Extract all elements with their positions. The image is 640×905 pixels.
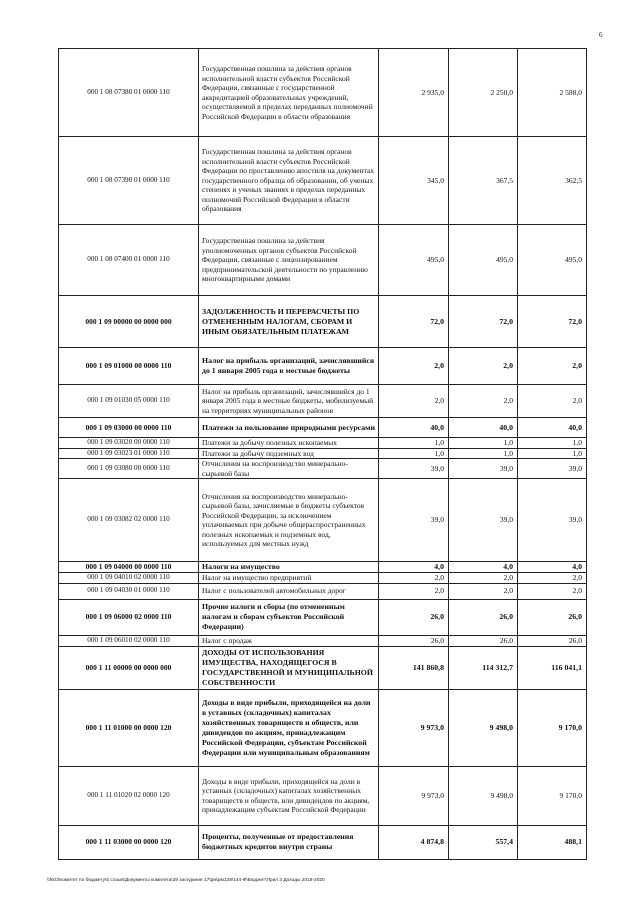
table-row: [59, 562, 587, 573]
revenue-name-cell: Отчисления на воспроизводство минерально-сырьевой базы: [199, 459, 379, 479]
revenue-name-cell: Доходы в виде прибыли, приходящейся на доли в уставных (складочных) капиталах хозяйственных товариществ и обществ, или дивидендов по акциям, принадлежащим Российской Федерации, субъектам Российской Федерации или муниципальным образованиям: [199, 689, 379, 766]
revenue-code-cell: 000 1 08 07380 01 0000 110: [59, 49, 199, 137]
value-2020-cell: 2,0: [518, 348, 587, 385]
revenue-code-cell: 000 1 11 01000 00 0000 120: [59, 689, 199, 766]
table-row: [59, 385, 587, 418]
value-2018-cell: 2,0: [379, 385, 449, 418]
revenue-name-cell: Прочие налоги и сборы (по отмененным налогам и сборам субъектов Российской Федерации): [199, 599, 379, 635]
table-row: [59, 689, 587, 766]
value-2019-cell: 9 498,0: [449, 766, 518, 825]
revenue-name-cell: Налог на прибыль организаций, зачислявшийся до 1 января 2005 года в местные бюджеты, мобилизуемый на территориях муниципальных районов: [199, 385, 379, 418]
revenue-code-cell: 000 1 09 03000 00 0000 110: [59, 418, 199, 438]
value-2020-cell: 26,0: [518, 635, 587, 646]
value-2018-cell: 1,0: [379, 438, 449, 449]
revenue-code-cell: 000 1 09 04030 01 0000 110: [59, 583, 199, 599]
revenue-name-cell: Налоги на имущество: [199, 562, 379, 573]
revenue-code-cell: 000 1 08 07400 01 0000 110: [59, 225, 199, 296]
revenue-name-cell: Платежи за добычу подземных вод: [199, 448, 379, 459]
revenue-name-cell: Платежи за пользование природными ресурсами: [199, 418, 379, 438]
revenue-name-cell: Доходы в виде прибыли, приходящейся на доли в уставных (складочных) капиталах хозяйственных товариществ и обществ, или дивидендов по акциям, принадлежащим субъектам Российской Федерации: [199, 766, 379, 825]
value-2019-cell: 557,4: [449, 825, 518, 859]
revenue-name-cell: Государственная пошлина за действия органов исполнительной власти субъектов Российской Федерации по проставлению апостиля на документах государственного образца об образовании, об ученых степенях и ученых званиях в пределах переданных полномочий Российской Федерации в области образования: [199, 137, 379, 225]
revenue-code-cell: 000 1 09 06000 02 0000 110: [59, 599, 199, 635]
value-2018-cell: 1,0: [379, 448, 449, 459]
revenue-name-cell: Налог на имущество предприятий: [199, 573, 379, 584]
revenue-name-cell: Отчисления на воспроизводство минерально-сырьевой базы, зачисляемые в бюджеты субъектов Российской Федерации, за исключением уплачиваемых при добыче общераспространенных полезных ископаемых и подземных вод, используемых для местных нужд: [199, 479, 379, 562]
value-2020-cell: 362,5: [518, 137, 587, 225]
table-row: [59, 599, 587, 635]
value-2020-cell: 488,1: [518, 825, 587, 859]
table-row: [59, 646, 587, 689]
revenue-code-cell: 000 1 09 01030 05 0000 110: [59, 385, 199, 418]
revenue-name-cell: Государственная пошлина за действия органов исполнительной власти субъектов Российской Федерации, связанные с государственной аккредитацией образовательных учреждений, осуществляемой в пределах переданных полномочий Российской Федерации в области образования: [199, 49, 379, 137]
value-2020-cell: 116 041,1: [518, 646, 587, 689]
value-2020-cell: 1,0: [518, 438, 587, 449]
value-2018-cell: 26,0: [379, 635, 449, 646]
value-2020-cell: 9 170,0: [518, 689, 587, 766]
revenue-name-cell: Государственная пошлина за действия уполномоченных органов субъектов Российской Федерации, связанные с лицензированием предпринимательской деятельности по управлению многоквартирными домами: [199, 225, 379, 296]
value-2018-cell: 39,0: [379, 459, 449, 479]
value-2018-cell: 2,0: [379, 573, 449, 584]
table-row: [59, 296, 587, 348]
value-2020-cell: 1,0: [518, 448, 587, 459]
value-2020-cell: 4,0: [518, 562, 587, 573]
table-row: [59, 459, 587, 479]
value-2019-cell: 367,5: [449, 137, 518, 225]
table-row: [59, 49, 587, 137]
value-2019-cell: 1,0: [449, 438, 518, 449]
value-2020-cell: 39,0: [518, 479, 587, 562]
value-2019-cell: 39,0: [449, 459, 518, 479]
value-2018-cell: 26,0: [379, 599, 449, 635]
revenue-name-cell: ЗАДОЛЖЕННОСТЬ И ПЕРЕРАСЧЕТЫ ПО ОТМЕНЕННЫМ НАЛОГАМ, СБОРАМ И ИНЫМ ОБЯЗАТЕЛЬНЫМ ПЛАТЕЖАМ: [199, 296, 379, 348]
revenue-code-cell: 000 1 09 00000 00 0000 000: [59, 296, 199, 348]
value-2019-cell: 40,0: [449, 418, 518, 438]
value-2019-cell: 2,0: [449, 385, 518, 418]
value-2019-cell: 2,0: [449, 583, 518, 599]
value-2018-cell: 2,0: [379, 583, 449, 599]
value-2018-cell: 9 973,0: [379, 689, 449, 766]
revenue-table: [58, 48, 587, 860]
value-2020-cell: 26,0: [518, 599, 587, 635]
revenue-name-cell: Платежи за добычу полезных ископаемых: [199, 438, 379, 449]
value-2018-cell: 9 973,0: [379, 766, 449, 825]
revenue-name-cell: Проценты, полученные от предоставления бюджетных кредитов внутри страны: [199, 825, 379, 859]
value-2020-cell: 2,0: [518, 573, 587, 584]
value-2020-cell: 9 170,0: [518, 766, 587, 825]
value-2018-cell: 39,0: [379, 479, 449, 562]
revenue-table-body: [59, 49, 587, 860]
table-row: [59, 137, 587, 225]
table-row: [59, 583, 587, 599]
revenue-code-cell: 000 1 09 03020 00 0000 110: [59, 438, 199, 449]
table-row: [59, 348, 587, 385]
value-2018-cell: 495,0: [379, 225, 449, 296]
table-row: [59, 438, 587, 449]
revenue-code-cell: 000 1 11 01020 02 0000 120: [59, 766, 199, 825]
value-2019-cell: 2 250,0: [449, 49, 518, 137]
value-2020-cell: 2,0: [518, 385, 587, 418]
value-2019-cell: 495,0: [449, 225, 518, 296]
value-2019-cell: 26,0: [449, 635, 518, 646]
table-row: [59, 635, 587, 646]
revenue-code-cell: 000 1 11 03000 00 0000 120: [59, 825, 199, 859]
table-row: [59, 479, 587, 562]
table-row: [59, 418, 587, 438]
value-2019-cell: 2,0: [449, 573, 518, 584]
value-2020-cell: 40,0: [518, 418, 587, 438]
revenue-code-cell: 000 1 11 00000 00 0000 000: [59, 646, 199, 689]
value-2019-cell: 1,0: [449, 448, 518, 459]
value-2020-cell: 2 588,0: [518, 49, 587, 137]
file-path-footer: \\fs03\комитет по бюджету\6 созыв\Документы комитета\29 заседание 17\рм\рм128\144-Ф\Бюджет\Прил 3 Доходы 2018-2020: [47, 878, 325, 883]
value-2018-cell: 4 874,8: [379, 825, 449, 859]
revenue-code-cell: 000 1 09 03023 01 0000 110: [59, 448, 199, 459]
value-2018-cell: 40,0: [379, 418, 449, 438]
revenue-name-cell: Налог с пользователей автомобильных дорог: [199, 583, 379, 599]
value-2020-cell: 495,0: [518, 225, 587, 296]
value-2019-cell: 72,0: [449, 296, 518, 348]
revenue-name-cell: Налог с продаж: [199, 635, 379, 646]
page-number: 6: [599, 31, 603, 39]
revenue-name-cell: ДОХОДЫ ОТ ИСПОЛЬЗОВАНИЯ ИМУЩЕСТВА, НАХОДЯЩЕГОСЯ В ГОСУДАРСТВЕННОЙ И МУНИЦИПАЛЬНОЙ СОБСТВЕННОСТИ: [199, 646, 379, 689]
revenue-code-cell: 000 1 09 04010 02 0000 110: [59, 573, 199, 584]
revenue-code-cell: 000 1 09 04000 00 0000 110: [59, 562, 199, 573]
revenue-code-cell: 000 1 09 03082 02 0000 110: [59, 479, 199, 562]
value-2018-cell: 141 860,8: [379, 646, 449, 689]
value-2020-cell: 2,0: [518, 583, 587, 599]
value-2019-cell: 2,0: [449, 348, 518, 385]
value-2020-cell: 72,0: [518, 296, 587, 348]
table-row: [59, 766, 587, 825]
value-2019-cell: 39,0: [449, 479, 518, 562]
value-2018-cell: 4,0: [379, 562, 449, 573]
value-2019-cell: 4,0: [449, 562, 518, 573]
value-2019-cell: 9 498,0: [449, 689, 518, 766]
table-row: [59, 573, 587, 584]
value-2020-cell: 39,0: [518, 459, 587, 479]
revenue-name-cell: Налог на прибыль организаций, зачислявшийся до 1 января 2005 года в местные бюджеты: [199, 348, 379, 385]
table-row: [59, 448, 587, 459]
value-2019-cell: 114 312,7: [449, 646, 518, 689]
value-2018-cell: 2 935,0: [379, 49, 449, 137]
revenue-code-cell: 000 1 09 01000 00 0000 110: [59, 348, 199, 385]
value-2018-cell: 345,0: [379, 137, 449, 225]
revenue-code-cell: 000 1 08 07390 01 0000 110: [59, 137, 199, 225]
revenue-code-cell: 000 1 09 03080 00 0000 110: [59, 459, 199, 479]
table-row: [59, 825, 587, 859]
value-2018-cell: 72,0: [379, 296, 449, 348]
value-2019-cell: 26,0: [449, 599, 518, 635]
value-2018-cell: 2,0: [379, 348, 449, 385]
table-row: [59, 225, 587, 296]
revenue-code-cell: 000 1 09 06010 02 0000 110: [59, 635, 199, 646]
